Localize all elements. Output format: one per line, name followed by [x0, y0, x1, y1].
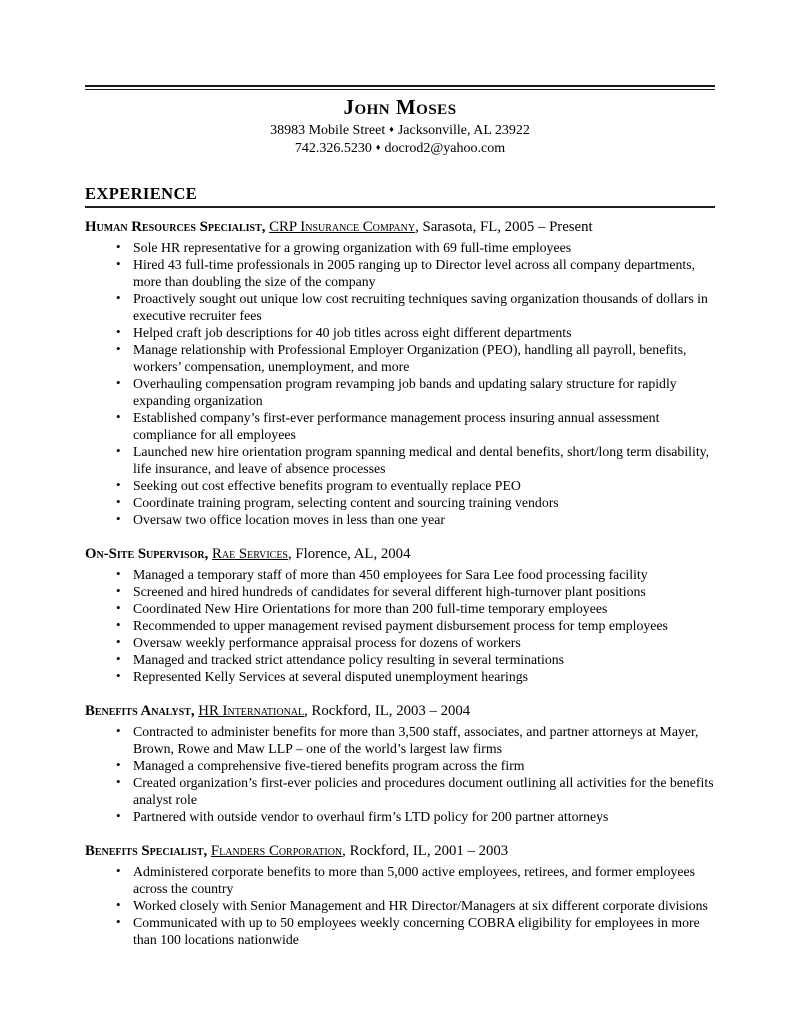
bullet-item [85, 897, 715, 914]
bullet-item [85, 914, 715, 948]
bullet-marker: • [116, 290, 121, 305]
bullet-text: Helped craft job descriptions for 40 job titles across eight different departments [133, 325, 572, 340]
header-top-rule [85, 85, 715, 90]
bullet-marker: • [116, 651, 121, 666]
bullet-text: Screened and hired hundreds of candidates for several different high-turnover plant positions [133, 584, 646, 599]
bullet-marker: • [116, 668, 121, 683]
bullet-text: Hired 43 full-time professionals in 2005 ranging up to Director level across all company departments, more than doubling the size of the company [133, 257, 696, 289]
bullet-item [85, 375, 715, 409]
address-line [85, 121, 715, 139]
job-company: HR International [198, 703, 305, 719]
bullet-text: Overhauling compensation program revamping job bands and updating salary structure for rapidly expanding organization [133, 376, 677, 408]
city-state-zip: Jacksonville, AL 23922 [397, 123, 530, 138]
bullet-item [85, 808, 715, 825]
job-section [85, 702, 715, 825]
bullet-text: Managed a temporary staff of more than 450 employees for Sara Lee food processing facility [133, 567, 648, 582]
bullet-marker: • [116, 634, 121, 649]
bullet-item [85, 651, 715, 668]
bullet-text: Established company’s first-ever performance management process insuring annual assessment compliance for all employees [133, 410, 660, 442]
street-address: 38983 Mobile Street [270, 123, 386, 138]
job-title: Human Resources Specialist, [85, 219, 266, 235]
job-location-dates: , Rockford, IL, 2003 – 2004 [304, 703, 471, 719]
bullet-text: Seeking out cost effective benefits program to eventually replace PEO [133, 478, 521, 493]
bullet-text: Managed and tracked strict attendance policy resulting in several terminations [133, 652, 564, 667]
bullet-item [85, 668, 715, 685]
bullet-text: Contracted to administer benefits for more than 3,500 staff, associates, and partner attorneys at Mayer, Brown, Rowe and Maw LLP – one of the world’s largest law firms [133, 724, 699, 756]
bullet-item [85, 723, 715, 757]
job-heading [85, 842, 715, 860]
bullet-text: Sole HR representative for a growing organization with 69 full-time employees [133, 240, 572, 255]
bullet-item [85, 583, 715, 600]
bullet-text: Manage relationship with Professional Employer Organization (PEO), handling all payroll, benefits, workers’ compensation, unemployment, and more [133, 342, 687, 374]
job-bullets [85, 863, 715, 948]
bullet-marker: • [116, 494, 121, 509]
job-company: Flanders Corporation [210, 843, 343, 859]
bullet-text: Oversaw two office location moves in less than one year [133, 512, 445, 527]
bullet-text: Oversaw weekly performance appraisal process for dozens of workers [133, 635, 521, 650]
job-title: On-Site Supervisor, [85, 546, 209, 562]
job-bullets [85, 566, 715, 685]
bullet-marker: • [116, 808, 121, 823]
job-location-dates: , Florence, AL, 2004 [288, 546, 411, 562]
diamond-separator-icon: ♦ [375, 142, 381, 152]
bullet-item [85, 324, 715, 341]
bullet-text: Communicated with up to 50 employees weekly concerning COBRA eligibility for employees in more than 100 locations nationwide [133, 915, 700, 947]
bullet-text: Launched new hire orientation program spanning medical and dental benefits, short/long term disability, life insurance, and leave of absence processes [133, 444, 710, 476]
bullet-item [85, 566, 715, 583]
job-bullets [85, 239, 715, 528]
bullet-text: Coordinate training program, selecting content and sourcing training vendors [133, 495, 559, 510]
bullet-marker: • [116, 443, 121, 458]
bullet-marker: • [116, 757, 121, 772]
job-title: Benefits Analyst, [85, 703, 195, 719]
bullet-text: Administered corporate benefits to more than 5,000 active employees, retirees, and former employees across the country [133, 864, 696, 896]
job-title: Benefits Specialist, [85, 843, 208, 859]
job-section [85, 218, 715, 528]
bullet-text: Worked closely with Senior Management and HR Director/Managers at six different corporate divisions [133, 898, 708, 913]
bullet-text: Partnered with outside vendor to overhaul firm’s LTD policy for 200 partner attorneys [133, 809, 609, 824]
bullet-marker: • [116, 774, 121, 789]
job-bullets [85, 723, 715, 825]
bullet-item [85, 443, 715, 477]
email-address: docrod2@yahoo.com [384, 141, 506, 156]
bullet-item [85, 341, 715, 375]
bullet-item [85, 774, 715, 808]
job-location-dates: , Sarasota, FL, 2005 – Present [415, 219, 593, 235]
bullet-item [85, 634, 715, 651]
bullet-item [85, 757, 715, 774]
bullet-marker: • [116, 341, 121, 356]
bullet-marker: • [116, 375, 121, 390]
bullet-item [85, 863, 715, 897]
bullet-item [85, 617, 715, 634]
bullet-marker: • [116, 256, 121, 271]
experience-section-title: EXPERIENCE [85, 184, 198, 203]
phone-number: 742.326.5230 [294, 141, 372, 156]
bullet-item [85, 477, 715, 494]
bullet-item [85, 256, 715, 290]
bullet-text: Created organization’s first-ever policies and procedures document outlining all activities for the benefits analyst role [133, 775, 714, 807]
job-heading [85, 218, 715, 236]
bullet-item [85, 511, 715, 528]
bullet-text: Proactively sought out unique low cost recruiting techniques saving organization thousands of dollars in executive recruiter fees [133, 291, 708, 323]
bullet-marker: • [116, 239, 121, 254]
bullet-marker: • [116, 914, 121, 929]
bullet-marker: • [116, 897, 121, 912]
experience-section-rule [85, 206, 715, 208]
bullet-text: Represented Kelly Services at several disputed unemployment hearings [133, 669, 529, 684]
job-section [85, 842, 715, 948]
bullet-item [85, 239, 715, 256]
bullet-marker: • [116, 600, 121, 615]
bullet-marker: • [116, 324, 121, 339]
bullet-item [85, 290, 715, 324]
job-section [85, 545, 715, 685]
job-heading [85, 702, 715, 720]
job-company: CRP Insurance Company [269, 219, 416, 235]
job-heading [85, 545, 715, 563]
bullet-marker: • [116, 409, 121, 424]
jobs-list [85, 218, 715, 948]
bullet-item [85, 600, 715, 617]
bullet-marker: • [116, 511, 121, 526]
bullet-item [85, 409, 715, 443]
diamond-separator-icon: ♦ [389, 124, 394, 134]
bullet-marker: • [116, 477, 121, 492]
bullet-text: Recommended to upper management revised payment disbursement process for temp employees [133, 618, 668, 633]
bullet-text: Managed a comprehensive five-tiered benefits program across the firm [133, 758, 525, 773]
bullet-marker: • [116, 723, 121, 738]
bullet-item [85, 494, 715, 511]
bullet-marker: • [116, 583, 121, 598]
bullet-marker: • [116, 617, 121, 632]
job-location-dates: , Rockford, IL, 2001 – 2003 [342, 843, 509, 859]
job-company: Rae Services [212, 546, 288, 562]
person-name: John Moses [343, 95, 457, 119]
bullet-text: Coordinated New Hire Orientations for more than 200 full-time temporary employees [133, 601, 608, 616]
resume-header [85, 95, 715, 157]
bullet-marker: • [116, 566, 121, 581]
bullet-marker: • [116, 863, 121, 878]
phone-email-line [85, 139, 715, 157]
